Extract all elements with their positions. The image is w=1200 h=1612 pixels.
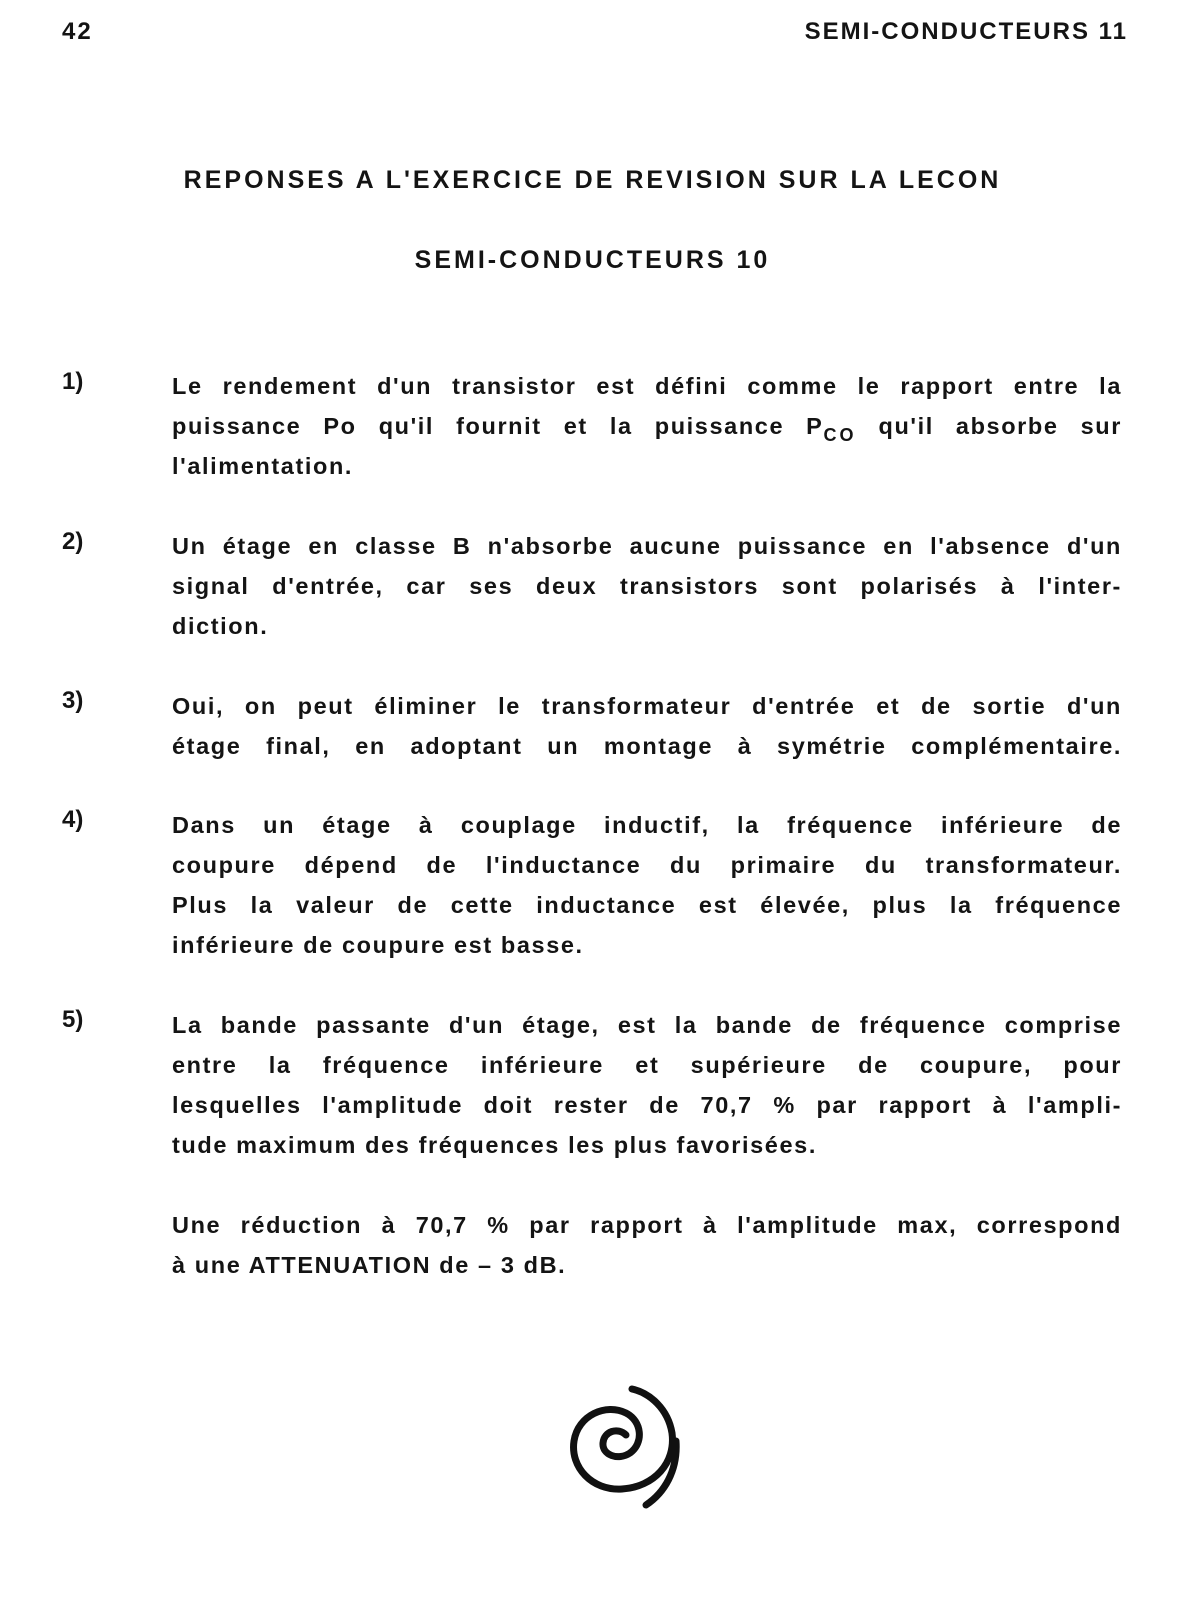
text-line: lesquelles l'amplitude doit rester de 70,7 % par rapport à l'ampli- [172,1092,1122,1118]
spiral-ornament-icon [548,1375,698,1515]
text-span: puissance Po qu'il fournit et la puissance P [172,413,824,439]
answer-text [172,686,1122,766]
text-line: Oui, on peut éliminer le transformateur d'entrée et de sortie d'un [172,693,1122,719]
answer-number: 5) [62,1006,84,1033]
note-text [172,1205,1122,1285]
answer-number: 3) [62,687,84,714]
text-span: qu'il absorbe sur [878,413,1122,439]
answer-number: 4) [62,806,84,833]
text-line: l'alimentation. [172,453,354,479]
answer-text [172,1005,1122,1165]
text-line: inférieure de coupure est basse. [172,932,584,958]
running-title: SEMI-CONDUCTEURS 11 [804,18,1128,45]
text-line: La bande passante d'un étage, est la bande de fréquence comprise [172,1012,1122,1038]
text-line: étage final, en adoptant un montage à symétrie complémentaire. [172,733,1122,759]
page-number: 42 [62,18,93,45]
text-line: coupure dépend de l'inductance du primaire du transformateur. [172,852,1122,878]
page-subtitle: SEMI-CONDUCTEURS 10 [414,246,771,274]
text-line: Une réduction à 70,7 % par rapport à l'amplitude max, correspond [172,1212,1122,1238]
text-line: tude maximum des fréquences les plus favorisées. [172,1132,817,1158]
subscript: CO [823,425,857,445]
answer-number: 1) [62,368,84,395]
text-line: à une ATTENUATION de – 3 dB. [172,1252,567,1278]
answer-number: 2) [62,528,84,555]
text-line: Dans un étage à couplage inductif, la fréquence inférieure de [172,812,1122,838]
answer-text [172,366,1122,486]
text-line: Plus la valeur de cette inductance est élevée, plus la fréquence [172,892,1122,918]
answer-text [172,805,1122,965]
text-line: entre la fréquence inférieure et supérieure de coupure, pour [172,1052,1122,1078]
text-line [172,406,1122,446]
text-line: signal d'entrée, car ses deux transistors sont polarisés à l'inter- [172,573,1122,599]
answer-text [172,526,1122,646]
page-title: REPONSES A L'EXERCICE DE REVISION SUR LA LECON [183,166,1002,194]
text-line: Un étage en classe B n'absorbe aucune puissance en l'absence d'un [172,533,1122,559]
text-line: Le rendement d'un transistor est défini comme le rapport entre la [172,373,1122,399]
text-line: diction. [172,613,269,639]
